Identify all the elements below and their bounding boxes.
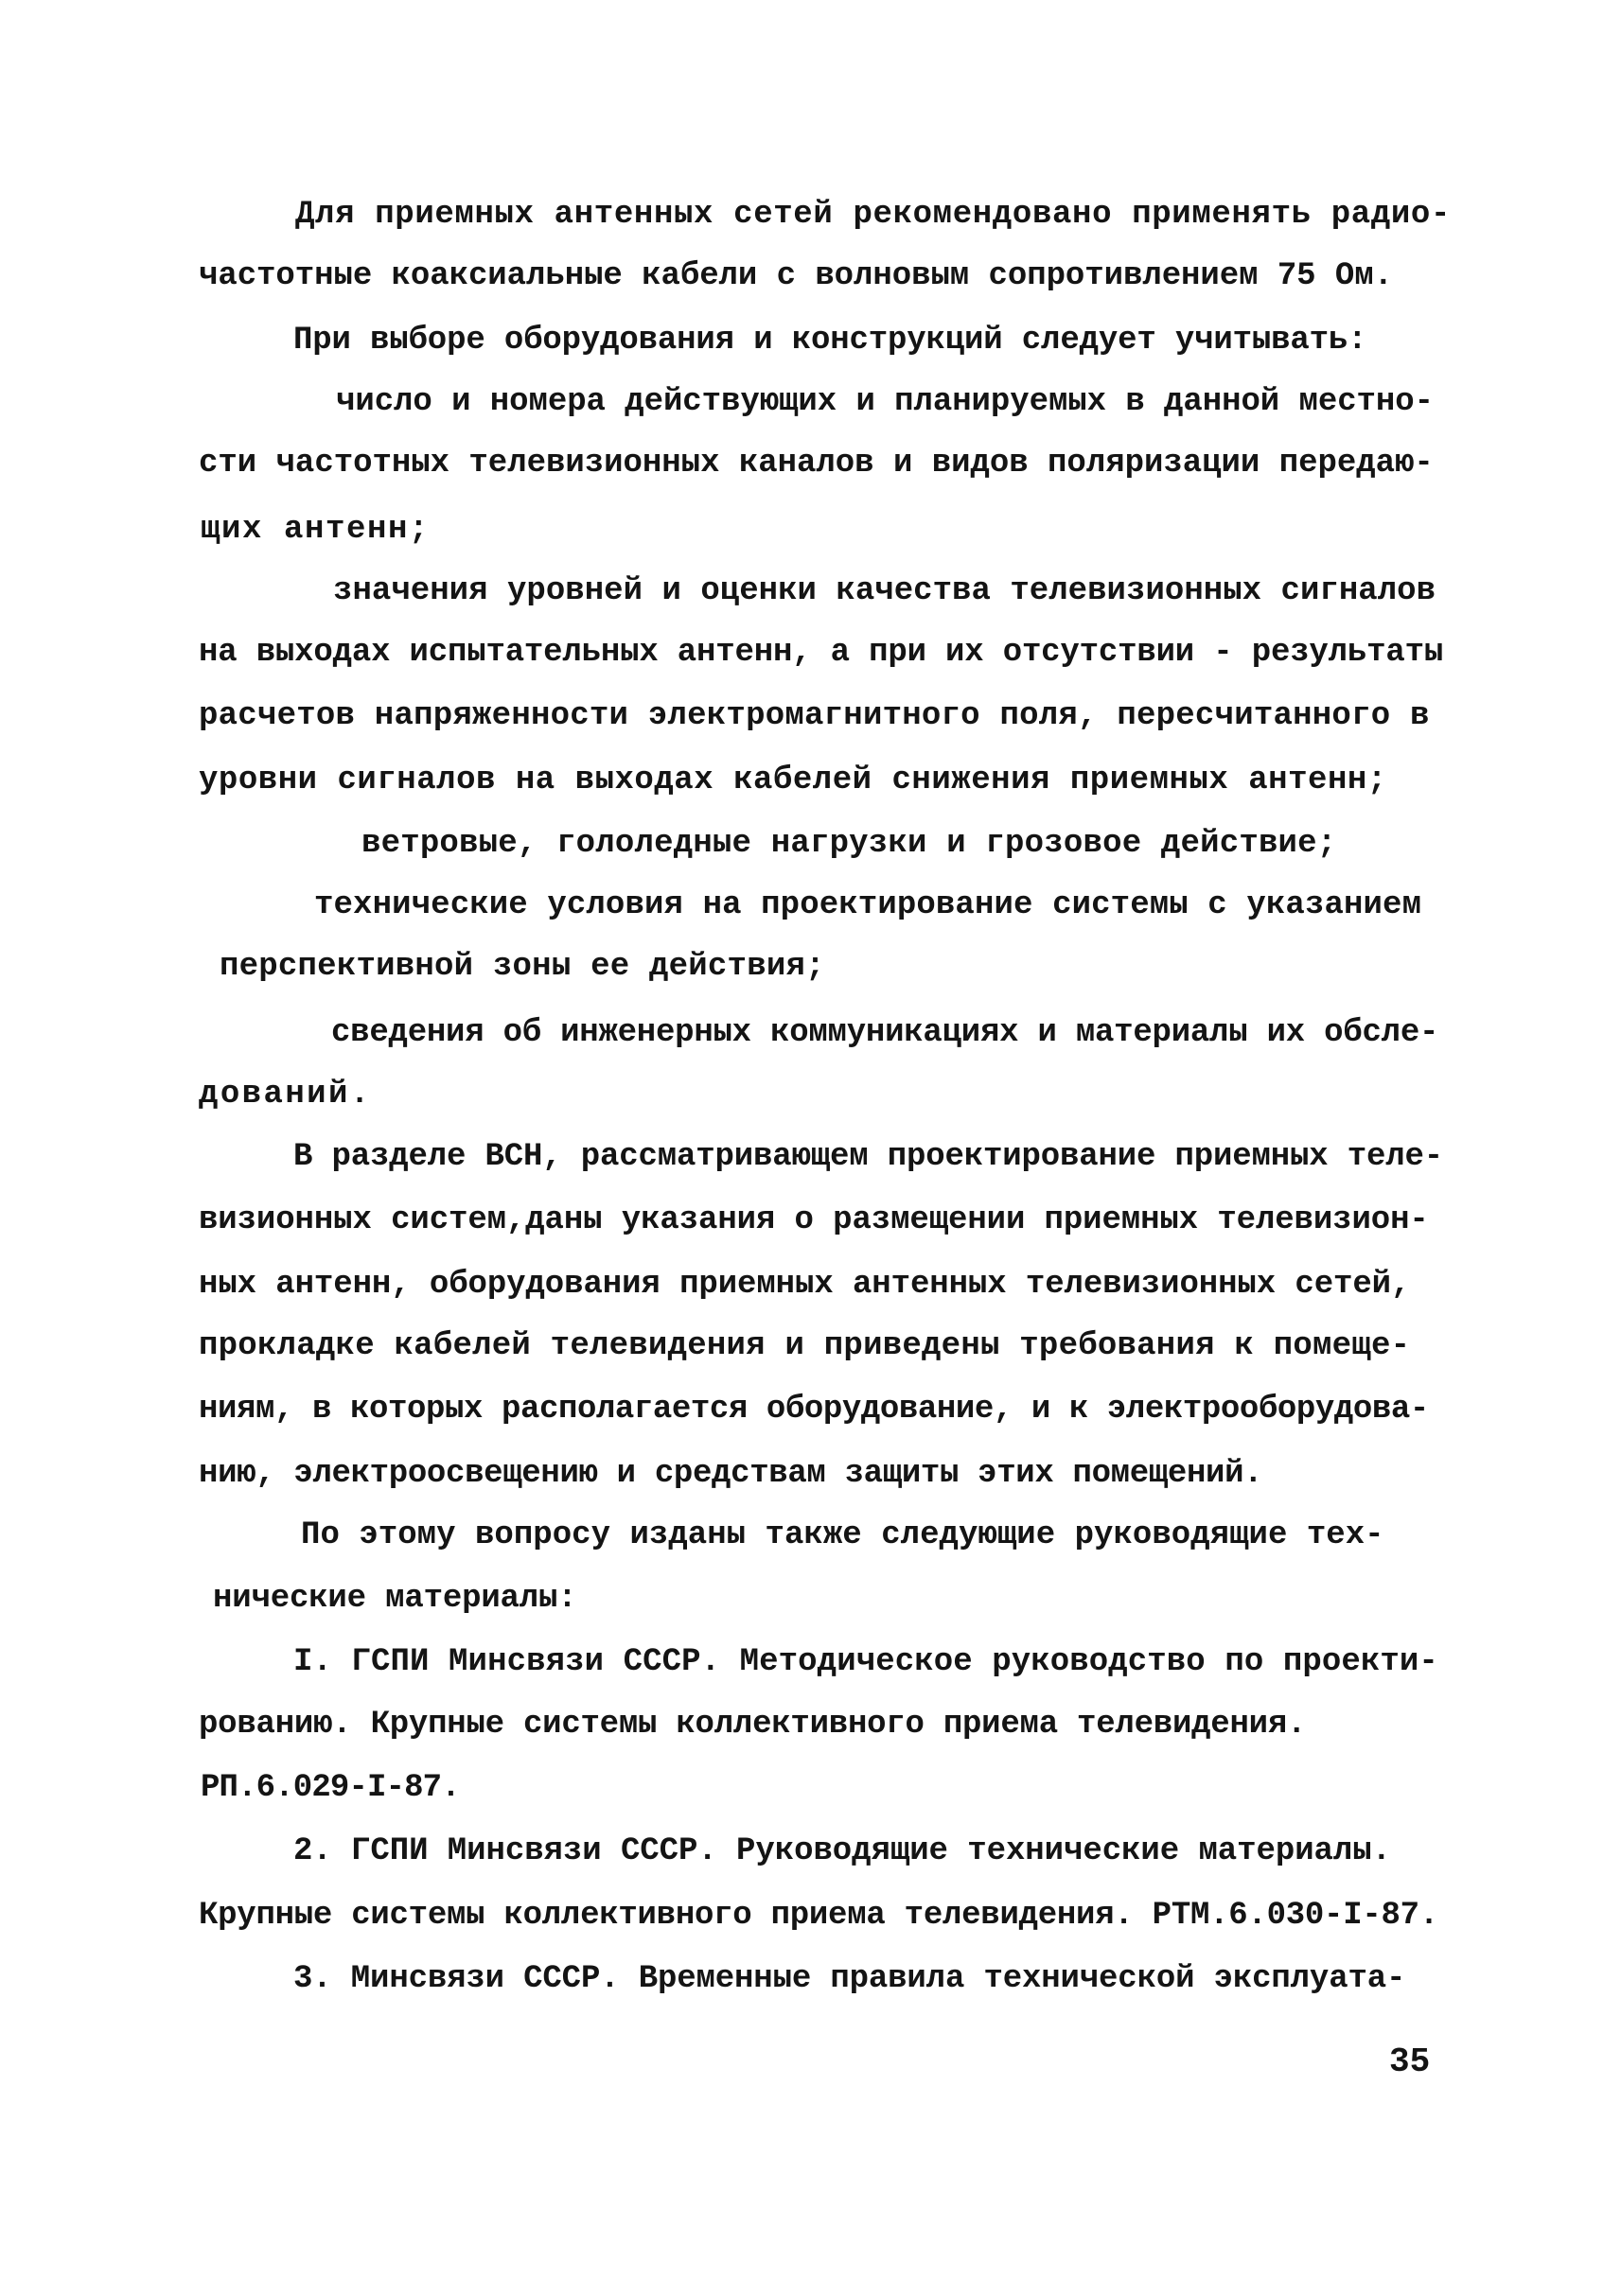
text-line: По этому вопросу изданы также следующие руководящие тех- <box>301 1517 1384 1553</box>
text-line: Крупные системы коллективного приема телевидения. РТМ.6.030-I-87. <box>199 1898 1438 1934</box>
text-line: 3. Минсвязи СССР. Временные правила технической эксплуата- <box>293 1961 1406 1997</box>
text-line: ных антенн, оборудования приемных антенных телевизионных сетей, <box>199 1267 1411 1303</box>
text-line: частотные коаксиальные кабели с волновым сопротивлением 75 Ом. <box>199 258 1393 294</box>
text-line: ветровые, гололедные нагрузки и грозовое действие; <box>361 826 1337 862</box>
text-line: 2. ГСПИ Минсвязи СССР. Руководящие технические материалы. <box>293 1833 1391 1869</box>
text-line: сти частотных телевизионных каналов и видов поляризации передаю- <box>199 446 1434 482</box>
text-line: рованию. Крупные системы коллективного приема телевидения. <box>199 1707 1307 1743</box>
text-line: I. ГСПИ Минсвязи СССР. Методическое руководство по проекти- <box>293 1644 1438 1680</box>
text-line: визионных систем,даны указания о размещении приемных телевизион- <box>199 1202 1429 1238</box>
text-line: прокладке кабелей телевидения и приведены требования к помеще- <box>199 1328 1411 1364</box>
text-line: нию, электроосвещению и средствам защиты этих помещений. <box>199 1456 1263 1492</box>
text-line: сведения об инженерных коммуникациях и материалы их обсле- <box>331 1015 1439 1051</box>
text-line: Для приемных антенных сетей рекомендовано применять радио- <box>295 197 1452 233</box>
text-line: В разделе ВСН, рассматривающем проектирование приемных теле- <box>293 1139 1444 1175</box>
text-line: значения уровней и оценки качества телевизионных сигналов <box>333 573 1436 609</box>
text-line: нические материалы: <box>213 1581 577 1617</box>
text-line: При выборе оборудования и конструкций следует учитывать: <box>293 323 1367 359</box>
text-line: щих антенн; <box>201 512 431 548</box>
text-line: перспективной зоны ее действия; <box>220 949 825 985</box>
text-line: уровни сигналов на выходах кабелей снижения приемных антенн; <box>199 762 1387 798</box>
text-line: РП.6.029-I-87. <box>201 1770 460 1806</box>
text-line: технические условия на проектирование системы с указанием <box>314 887 1422 923</box>
text-line: ниям, в которых располагается оборудование, и к электрооборудова- <box>199 1392 1429 1428</box>
page-number: 35 <box>1389 2042 1431 2081</box>
text-line: число и номера действующих и планируемых в данной местно- <box>336 384 1434 420</box>
text-line: на выходах испытательных антенн, а при их отсутствии - результаты <box>199 635 1444 671</box>
text-line: расчетов напряженности электромагнитного поля, пересчитанного в <box>199 698 1430 734</box>
text-line: дований. <box>199 1077 372 1113</box>
